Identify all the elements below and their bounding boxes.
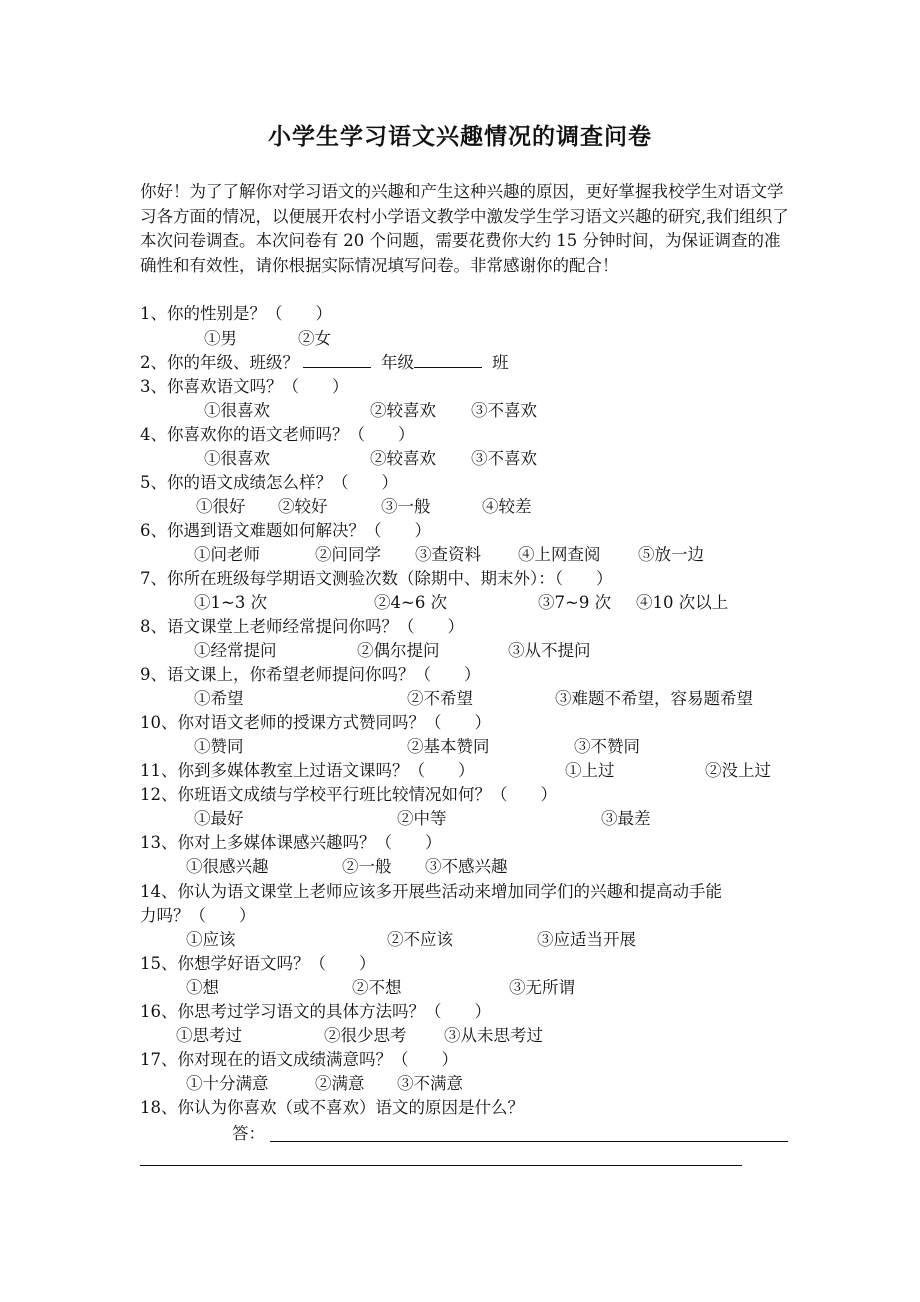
q6-option-1[interactable]: ①问老师	[194, 545, 260, 564]
q17-option-1[interactable]: ①十分满意	[186, 1074, 269, 1093]
grade-blank[interactable]	[303, 353, 371, 368]
q14-option-1[interactable]: ①应该	[186, 930, 236, 949]
q10-option-1[interactable]: ①赞同	[194, 737, 244, 756]
q15-option-1[interactable]: ①想	[186, 978, 219, 997]
q5-option-3[interactable]: ③一般	[381, 497, 431, 516]
q16-option-2[interactable]: ②很少思考	[324, 1026, 407, 1045]
question-2	[140, 353, 509, 373]
q5-option-1[interactable]: ①很好	[196, 497, 246, 516]
q16-option-3[interactable]: ③从未思考过	[444, 1026, 543, 1045]
q15-option-2[interactable]: ②不想	[352, 978, 402, 997]
question-6: 6、你遇到语文难题如何解决？（ ）	[140, 521, 431, 540]
q1-option-1[interactable]: ①男	[204, 329, 237, 348]
answer-line-1[interactable]	[270, 1141, 788, 1142]
question-13: 13、你对上多媒体课感兴趣吗？（ ）	[140, 833, 442, 852]
q12-option-3[interactable]: ③最差	[601, 809, 651, 828]
q8-option-1[interactable]: ①经常提问	[194, 641, 277, 660]
q7-option-4[interactable]: ④10 次以上	[636, 593, 729, 612]
question-9: 9、语文课上，你希望老师提问你吗？（ ）	[140, 665, 481, 684]
question-5: 5、你的语文成绩怎么样？（ ）	[140, 473, 398, 492]
class-label: 班	[492, 353, 509, 372]
q3-option-1[interactable]: ①很喜欢	[204, 401, 270, 420]
grade-label: 年级	[381, 353, 414, 372]
class-blank[interactable]	[414, 353, 482, 368]
q4-option-2[interactable]: ②较喜欢	[370, 449, 436, 468]
question-8: 8、语文课堂上老师经常提问你吗？（ ）	[140, 617, 464, 636]
q4-option-1[interactable]: ①很喜欢	[204, 449, 270, 468]
question-12: 12、你班语文成绩与学校平行班比较情况如何？（ ）	[140, 785, 557, 804]
q5-option-2[interactable]: ②较好	[278, 497, 328, 516]
q9-option-2[interactable]: ②不希望	[407, 689, 473, 708]
question-14-continued: 力吗？（ ）	[140, 906, 256, 925]
q13-option-2[interactable]: ②一般	[342, 857, 392, 876]
intro-paragraph: 你好！为了了解你对学习语文的兴趣和产生这种兴趣的原因，更好掌握我校学生对语文学习各方面的情况，以便展开农村小学语文教学中激发学生学习语文兴趣的研究,我们组织了本次问卷调查。本次问卷有 20 个问题，需要花费你大约 15 分钟时间，为保证调查的准确性和有效性，请你根据实际情况填写问卷。非常感谢你的配合！	[140, 182, 789, 275]
q10-option-3[interactable]: ③不赞同	[574, 737, 640, 756]
q4-option-3[interactable]: ③不喜欢	[471, 449, 537, 468]
q7-option-1[interactable]: ①1~3 次	[194, 593, 268, 612]
q6-option-4[interactable]: ④上网查阅	[518, 545, 601, 564]
q13-option-1[interactable]: ①很感兴趣	[186, 857, 269, 876]
question-7: 7、你所在班级每学期语文测验次数（除期中、期末外）：（ ）	[140, 569, 613, 588]
q15-option-3[interactable]: ③无所谓	[509, 978, 575, 997]
q3-option-2[interactable]: ②较喜欢	[370, 401, 436, 420]
q11-option-1[interactable]: ①上过	[565, 761, 615, 780]
answer-line-2[interactable]	[140, 1165, 742, 1166]
q8-option-3[interactable]: ③从不提问	[508, 641, 591, 660]
q1-option-2[interactable]: ②女	[298, 329, 331, 348]
question-2-label: 2、你的年级、班级？	[140, 353, 299, 372]
q3-option-3[interactable]: ③不喜欢	[471, 401, 537, 420]
q7-option-3[interactable]: ③7~9 次	[538, 593, 612, 612]
question-18: 18、你认为你喜欢（或不喜欢）语文的原因是什么？	[140, 1098, 524, 1117]
question-15: 15、你想学好语文吗？（ ）	[140, 954, 376, 973]
q17-option-2[interactable]: ②满意	[315, 1074, 365, 1093]
q7-option-2[interactable]: ②4~6 次	[374, 593, 448, 612]
page-title: 小学生学习语文兴趣情况的调查问卷	[268, 123, 652, 150]
q6-option-5[interactable]: ⑤放一边	[638, 545, 704, 564]
question-10: 10、你对语文老师的授课方式赞同吗？（ ）	[140, 713, 491, 732]
question-3: 3、你喜欢语文吗？（ ）	[140, 377, 349, 396]
q6-option-3[interactable]: ③查资料	[415, 545, 481, 564]
q10-option-2[interactable]: ②基本赞同	[407, 737, 490, 756]
q9-option-3[interactable]: ③难题不希望，容易题希望	[555, 689, 753, 708]
q16-option-1[interactable]: ①思考过	[176, 1026, 242, 1045]
q8-option-2[interactable]: ②偶尔提问	[357, 641, 440, 660]
q12-option-2[interactable]: ②中等	[397, 809, 447, 828]
question-16: 16、你思考过学习语文的具体方法吗？（ ）	[140, 1002, 491, 1021]
answer-label: 答：	[232, 1124, 265, 1143]
question-11: 11、你到多媒体教室上过语文课吗？（ ）	[140, 761, 475, 780]
question-14: 14、你认为语文课堂上老师应该多开展些活动来增加同学们的兴趣和提高动手能	[140, 882, 722, 901]
q14-option-3[interactable]: ③应适当开展	[537, 930, 636, 949]
q12-option-1[interactable]: ①最好	[194, 809, 244, 828]
question-4: 4、你喜欢你的语文老师吗？（ ）	[140, 425, 415, 444]
question-1: 1、你的性别是？（ ）	[140, 304, 332, 323]
q14-option-2[interactable]: ②不应该	[387, 930, 453, 949]
q13-option-3[interactable]: ③不感兴趣	[425, 857, 508, 876]
q5-option-4[interactable]: ④较差	[482, 497, 532, 516]
q11-option-2[interactable]: ②没上过	[705, 761, 771, 780]
q6-option-2[interactable]: ②问同学	[315, 545, 381, 564]
q9-option-1[interactable]: ①希望	[194, 689, 244, 708]
question-17: 17、你对现在的语文成绩满意吗？（ ）	[140, 1050, 458, 1069]
q17-option-3[interactable]: ③不满意	[397, 1074, 463, 1093]
